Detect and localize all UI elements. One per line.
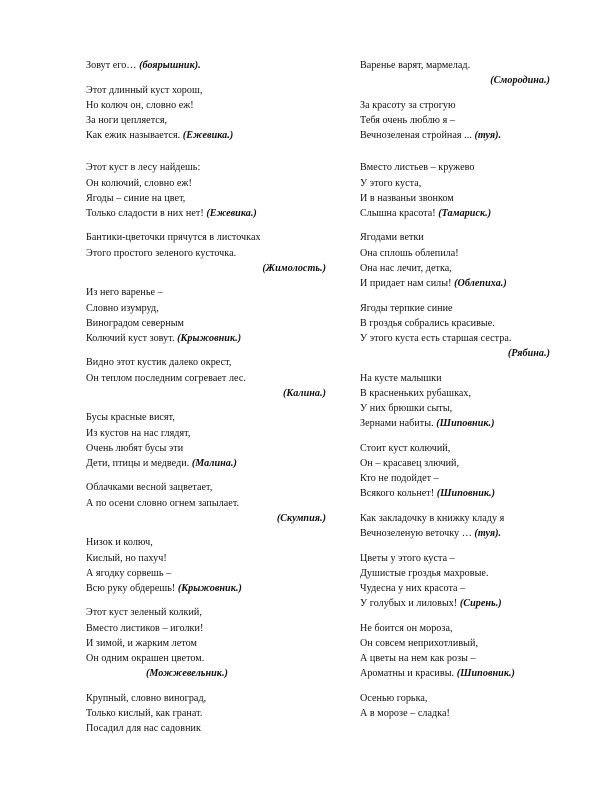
riddle-line [86,496,326,511]
riddle-stanza [360,58,550,88]
riddle-line [86,206,326,221]
riddle-stanza [360,160,550,221]
riddle-text: А по осени словно огнем запылает. [86,497,240,509]
riddle-text: Только сладости в них нет! [86,207,207,219]
riddle-stanza [86,160,326,221]
riddle-line [360,581,550,596]
riddle-line [86,410,326,425]
riddle-line [86,246,326,261]
riddle-stanza [360,98,550,144]
riddle-text: И придает нам силы! [360,278,455,290]
riddle-line [360,566,550,581]
riddle-stanza [360,551,550,612]
riddle-text: Бантики-цветочки прячутся в листочках [86,232,261,244]
riddle-text: А цветы на нем как розы – [360,653,476,665]
riddle-stanza [86,410,326,471]
riddle-line [86,371,326,386]
riddle-stanza [86,83,326,144]
riddle-answer: (Шиповник.) [456,668,515,680]
riddle-line [86,721,326,736]
riddle-answer: (Тамариск.) [438,207,492,219]
riddle-line [360,511,550,526]
riddle-line [86,230,326,245]
riddle-text: В гроздья собрались красивые. [360,317,495,329]
riddle-line [360,471,550,486]
riddle-line [86,58,326,73]
riddle-line [86,128,326,143]
riddle-text: Она нас лечит, детка, [360,262,452,274]
riddle-answer: (Малина.) [191,457,237,469]
riddle-line [86,261,326,276]
riddle-stanza [360,441,550,502]
riddle-text: Всякого кольнет! [360,488,437,500]
riddle-line [360,526,550,541]
riddle-line [360,191,550,206]
riddle-text: Он теплом последним согревает лес. [86,372,246,384]
riddle-text: Он колючий, словно еж! [86,177,192,189]
riddle-text: Чудесна у них красота – [360,582,466,594]
riddle-answer: (боярышник). [139,60,201,71]
riddle-line [360,230,550,245]
riddle-line [360,113,550,128]
riddle-text: В красненьких рубашках, [360,387,472,399]
riddle-line [86,480,326,495]
riddle-text: Слышна красота! [360,207,439,219]
riddle-answer: (Крыжовник.) [177,582,242,594]
riddle-line [86,98,326,113]
riddle-line [360,441,550,456]
riddle-text: Видно этот кустик далеко окрест, [86,357,232,369]
riddle-line [86,176,326,191]
riddle-line [86,191,326,206]
riddle-text: Осенью горька, [360,692,428,704]
riddle-text: А в морозе – сладка! [360,707,450,719]
riddle-line [86,566,326,581]
riddle-text: Ягоды – синие на цвет, [86,192,186,204]
riddle-text: Вечнозеленая стройная ... [360,130,475,142]
riddle-line [360,246,550,261]
riddle-text: Посадил для нас садовник [86,723,201,735]
riddle-line [86,636,326,651]
riddle-answer: (Калина.) [282,387,326,399]
riddle-text: Этот куст в лесу найдешь: [86,162,201,174]
riddle-line [360,276,550,291]
riddle-line [360,331,550,346]
riddle-line [86,535,326,550]
riddle-text: У голубых и лиловых! [360,598,460,610]
riddle-answer: (Рябина.) [507,348,550,360]
riddle-text: На кусте малышки [360,372,442,384]
riddle-line [86,113,326,128]
riddle-text: Ягоды терпкие синие [360,302,453,314]
riddle-stanza [86,605,326,681]
riddle-text: Из него варенье – [86,287,163,299]
riddle-stanza [86,691,326,737]
riddle-text: Этот длинный куст хорош, [86,84,203,96]
riddle-text: У них брюшки сыты, [360,403,453,415]
riddle-line [360,128,550,143]
riddle-text: Вместо листьев – кружево [360,162,475,174]
riddle-text: Тебя очень люблю я – [360,114,455,126]
riddle-line [360,456,550,471]
riddle-line [360,346,550,361]
riddle-line [360,691,550,706]
riddle-text: Он одним окрашен цветом. [86,653,205,665]
riddle-text: Он – красавец злючий, [360,457,460,469]
riddle-text: Зернами набиты. [360,418,437,430]
riddle-stanza [86,230,326,276]
riddle-stanza [360,691,550,721]
riddle-line [86,316,326,331]
riddle-text: Колючий куст зовут. [86,332,178,344]
riddle-line [86,441,326,456]
riddle-line [360,176,550,191]
riddle-line [86,651,326,666]
riddle-text: Кто не подойдет – [360,473,439,485]
riddle-stanza [360,301,550,362]
riddle-text: Цветы у этого куста – [360,552,455,564]
riddle-text: Крупный, словно виноград, [86,692,207,704]
riddle-stanza [86,58,326,73]
riddle-text: И зимой, и жарким летом [86,637,197,649]
riddle-line [360,206,550,221]
riddle-text: Облачками весной зацветает, [86,482,213,494]
riddle-line [360,73,550,88]
riddle-stanza [360,371,550,432]
riddle-line [86,386,326,401]
riddle-line [360,316,550,331]
riddle-line [86,285,326,300]
riddle-answer: (Облепиха.) [454,278,507,290]
riddle-line [360,486,550,501]
riddle-stanza [86,285,326,346]
riddle-text: Словно изумруд, [86,302,159,314]
riddle-line [86,456,326,471]
riddle-line [86,83,326,98]
riddle-line [360,621,550,636]
riddle-text: У этого куста есть старшая сестра. [360,332,512,344]
riddle-answer: (Крыжовник.) [177,332,242,344]
riddle-answer: (Ежевика.) [206,207,257,219]
riddle-stanza [86,355,326,401]
riddle-answer: (Можжевельник.) [146,668,228,680]
riddle-text: Этот куст зеленый колкий, [86,607,202,619]
riddle-text: Вечнозеленую веточку … [360,528,475,540]
riddle-line [360,301,550,316]
riddle-text: Ароматны и красивы. [360,668,457,680]
riddle-text: Очень любят бусы эти [86,442,184,454]
riddle-text: Только кислый, как гранат. [86,707,203,719]
riddle-answer: (туя). [474,130,502,142]
riddle-text: Из кустов на нас глядят, [86,427,191,439]
riddle-line [360,706,550,721]
riddle-line [86,355,326,370]
riddle-text: Варенье варят, мармелад. [360,60,471,71]
riddle-line [360,636,550,651]
riddle-answer: (Сирень.) [459,598,502,610]
riddle-answer: (Жимолость.) [262,262,326,274]
riddle-text: Но колюч он, словно еж! [86,99,194,111]
riddle-line [360,666,550,681]
riddle-text: За красоту за строгую [360,99,456,111]
riddle-line [360,160,550,175]
riddle-line [360,261,550,276]
riddle-line [86,706,326,721]
riddle-line [86,426,326,441]
riddle-text: Как закладочку в книжку кладу я [360,512,505,524]
riddle-text: Вместо листиков – иголки! [86,622,204,634]
riddle-stanza [360,230,550,291]
riddle-text: Душистые гроздья махровые. [360,567,489,579]
riddle-text: Всю руку обдерешь! [86,582,178,594]
riddle-line [86,621,326,636]
riddle-line [86,160,326,175]
left-column [86,58,326,746]
riddle-stanza [86,535,326,596]
riddle-text: Ягодами ветки [360,232,424,244]
riddle-line [86,605,326,620]
riddle-answer: (Смородина.) [490,75,550,87]
riddle-text: Кислый, но пахуч! [86,552,167,564]
riddle-stanza [360,511,550,541]
riddle-text: И в названьи звонком [360,192,454,204]
riddle-answer: (туя). [474,528,502,540]
riddle-line [360,98,550,113]
riddle-line [360,416,550,431]
riddle-answer: (Шиповник.) [436,418,495,430]
riddle-text: Не боится он мороза, [360,622,453,634]
riddle-line [86,551,326,566]
riddle-text: Дети, птицы и медведи. [86,457,192,469]
riddle-answer: (Скумпия.) [276,512,326,524]
riddle-text: За ноги цепляется, [86,114,168,126]
riddle-line [360,371,550,386]
riddle-text: Он совсем неприхотливый, [360,637,479,649]
right-column [360,58,550,730]
riddle-stanza [360,621,550,682]
riddle-text: Виноградом северным [86,317,184,329]
riddle-line [360,651,550,666]
riddle-answer: (Ежевика.) [182,130,234,142]
riddle-text: Как ежик называется. [86,130,183,142]
riddle-text: Стоит куст колючий, [360,442,451,454]
riddle-line [86,331,326,346]
riddle-line [360,386,550,401]
riddle-line [360,596,550,611]
riddle-text: Зовут его… [86,60,140,71]
riddle-text: А ягодку сорвешь – [86,567,172,579]
riddle-stanza [86,480,326,526]
riddle-text: Бусы красные висят, [86,412,175,424]
riddle-text: Низок и колюч, [86,537,153,549]
riddle-line [86,511,326,526]
riddle-text: Этого простого зеленого кусточка. [86,247,237,259]
riddle-line [86,666,326,681]
riddle-text: Она сплошь облепила! [360,247,459,259]
riddle-line [86,691,326,706]
riddle-line [86,301,326,316]
riddle-line [86,581,326,596]
riddle-text: У этого куста, [360,177,422,189]
riddle-answer: (Шиповник.) [436,488,496,500]
riddle-line [360,551,550,566]
riddle-line [360,58,550,73]
riddle-line [360,401,550,416]
